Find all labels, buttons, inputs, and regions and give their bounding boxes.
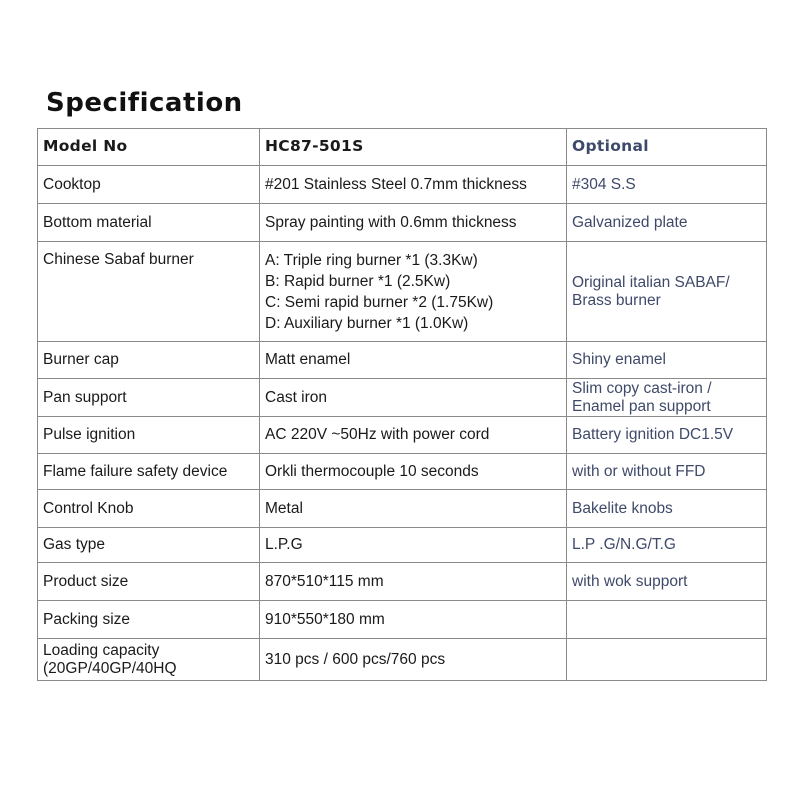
burner-line: C: Semi rapid burner *2 (1.75Kw) [265,293,494,311]
optional-line: Brass burner [572,291,661,309]
page-title: Specification [46,88,243,118]
row-label: Control Knob [38,490,260,528]
row-optional: Galvanized plate [567,204,767,242]
row-label: Chinese Sabaf burner [38,242,260,342]
row-optional [567,601,767,639]
table-row [38,204,767,242]
row-value: 310 pcs / 600 pcs/760 pcs [260,639,567,681]
row-label: Pulse ignition [38,417,260,454]
table-row [38,563,767,601]
burner-line: B: Rapid burner *1 (2.5Kw) [265,272,451,290]
row-value-burners [260,242,567,342]
row-label: Gas type [38,528,260,563]
row-value: L.P.G [260,528,567,563]
row-label [38,639,260,681]
row-value: 870*510*115 mm [260,563,567,601]
row-optional: Battery ignition DC1.5V [567,417,767,454]
row-value: Matt enamel [260,342,567,379]
optional-line: Slim copy cast-iron / [572,379,712,397]
row-value: Cast iron [260,379,567,417]
table-header-row [38,129,767,166]
header-optional: Optional [567,129,767,166]
row-value: AC 220V ~50Hz with power cord [260,417,567,454]
row-optional: #304 S.S [567,166,767,204]
table-row [38,379,767,417]
label-line: Loading capacity [43,641,160,659]
table-row [38,417,767,454]
row-optional: Shiny enamel [567,342,767,379]
row-value: #201 Stainless Steel 0.7mm thickness [260,166,567,204]
row-optional [567,639,767,681]
row-value: Orkli thermocouple 10 seconds [260,454,567,490]
burner-line: A: Triple ring burner *1 (3.3Kw) [265,251,478,269]
header-model: HC87-501S [260,129,567,166]
table-row [38,242,767,342]
specification-table [37,128,767,681]
label-line: (20GP/40GP/40HQ [43,659,177,677]
row-optional [567,242,767,342]
optional-line: Original italian SABAF/ [572,273,730,291]
table-row [38,166,767,204]
row-optional: with or without FFD [567,454,767,490]
row-value: Metal [260,490,567,528]
row-label: Cooktop [38,166,260,204]
table-row [38,528,767,563]
optional-line: Enamel pan support [572,397,711,415]
table-row [38,454,767,490]
row-label: Bottom material [38,204,260,242]
table-row [38,639,767,681]
row-label: Burner cap [38,342,260,379]
row-value: Spray painting with 0.6mm thickness [260,204,567,242]
table-row [38,490,767,528]
row-optional: Bakelite knobs [567,490,767,528]
table-row [38,601,767,639]
row-label: Product size [38,563,260,601]
row-optional [567,379,767,417]
row-label: Packing size [38,601,260,639]
header-label: Model No [38,129,260,166]
burner-line: D: Auxiliary burner *1 (1.0Kw) [265,314,469,332]
row-value: 910*550*180 mm [260,601,567,639]
table-row [38,342,767,379]
row-label: Flame failure safety device [38,454,260,490]
row-optional: with wok support [567,563,767,601]
row-label: Pan support [38,379,260,417]
row-optional: L.P .G/N.G/T.G [567,528,767,563]
